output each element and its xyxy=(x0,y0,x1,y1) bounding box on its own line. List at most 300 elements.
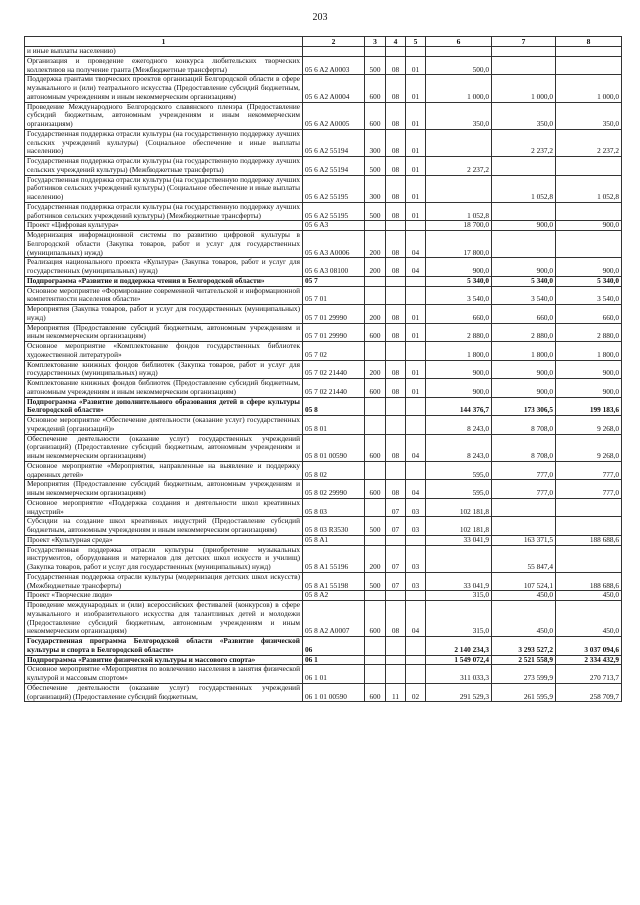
amount-year-3: 2 334 432,9 xyxy=(556,655,622,665)
subsection: 03 xyxy=(406,545,426,572)
budget-code: 05 6 A3 08100 xyxy=(303,258,365,277)
row-name: Проект «Культурная среда» xyxy=(25,535,303,545)
section: 07 xyxy=(386,572,406,591)
budget-code: 05 6 A2 55194 xyxy=(303,157,365,176)
amount-year-3 xyxy=(556,202,622,221)
row-name: Субсидии на создание школ креативных индустрий (Предоставление субсидий бюджетным, автономным учреждениям и иным некоммерческим организациям) xyxy=(25,517,303,536)
subsection: 01 xyxy=(406,175,426,202)
amount-year-1: 350,0 xyxy=(426,102,492,129)
subsection: 01 xyxy=(406,75,426,102)
amount-year-3: 258 709,7 xyxy=(556,683,622,702)
amount-year-3: 1 052,8 xyxy=(556,175,622,202)
expense-type xyxy=(365,637,386,656)
amount-year-2 xyxy=(492,157,556,176)
expense-type: 600 xyxy=(365,480,386,499)
table-row xyxy=(25,535,622,545)
budget-code: 05 6 A2 55195 xyxy=(303,175,365,202)
amount-year-3: 777,0 xyxy=(556,461,622,480)
budget-code: 05 8 03 xyxy=(303,498,365,517)
amount-year-3: 1 000,0 xyxy=(556,75,622,102)
budget-code xyxy=(303,47,365,57)
amount-year-2 xyxy=(492,498,556,517)
section: 08 xyxy=(386,480,406,499)
budget-code: 06 1 01 00590 xyxy=(303,683,365,702)
row-name: и иные выплаты населению) xyxy=(25,47,303,57)
row-name: Мероприятия (Закупка товаров, работ и услуг для государственных (муниципальных) нужд) xyxy=(25,305,303,324)
subsection: 01 xyxy=(406,157,426,176)
table-row xyxy=(25,129,622,156)
section: 08 xyxy=(386,157,406,176)
amount-year-3 xyxy=(556,498,622,517)
table-row xyxy=(25,175,622,202)
subsection xyxy=(406,461,426,480)
amount-year-3: 188 688,6 xyxy=(556,535,622,545)
amount-year-1: 2 140 234,3 xyxy=(426,637,492,656)
table-row xyxy=(25,461,622,480)
amount-year-1: 660,0 xyxy=(426,305,492,324)
amount-year-1: 2 880,0 xyxy=(426,323,492,342)
amount-year-1: 102 181,8 xyxy=(426,517,492,536)
amount-year-2: 777,0 xyxy=(492,461,556,480)
budget-code: 05 8 A2 xyxy=(303,591,365,601)
amount-year-1: 33 041,9 xyxy=(426,572,492,591)
row-name: Проведение международных и (или) всероссийских фестивалей (конкурсов) в сфере музыкального и изобразительного искусства для талантливых детей и молодежи (Предоставление субсидий бюджетным, автономным учреждениям и иным некоммерческим организациям) xyxy=(25,601,303,637)
amount-year-2: 163 371,5 xyxy=(492,535,556,545)
row-name: Основное мероприятие «Мероприятия, направленные на выявление и поддержку одаренных детей» xyxy=(25,461,303,480)
subsection xyxy=(406,416,426,435)
section xyxy=(386,535,406,545)
section xyxy=(386,221,406,231)
col-header-3: 3 xyxy=(365,37,386,47)
table-row xyxy=(25,323,622,342)
expense-type: 200 xyxy=(365,231,386,258)
amount-year-1: 3 540,0 xyxy=(426,286,492,305)
amount-year-3 xyxy=(556,56,622,75)
table-row xyxy=(25,75,622,102)
amount-year-2: 8 708,0 xyxy=(492,416,556,435)
amount-year-2: 450,0 xyxy=(492,601,556,637)
col-header-7: 7 xyxy=(492,37,556,47)
subsection xyxy=(406,535,426,545)
amount-year-2 xyxy=(492,202,556,221)
amount-year-1: 1 800,0 xyxy=(426,342,492,361)
budget-code: 05 6 A3 A0006 xyxy=(303,231,365,258)
row-name: Государственная поддержка отрасли культуры (на государственную поддержку лучших работников сельских учреждений культуры) (Социальное обеспечение и иные выплаты населению) xyxy=(25,175,303,202)
budget-code: 05 7 02 21440 xyxy=(303,360,365,379)
budget-code: 05 6 A2 A0003 xyxy=(303,56,365,75)
subsection xyxy=(406,342,426,361)
budget-code: 06 1 xyxy=(303,655,365,665)
amount-year-2: 1 800,0 xyxy=(492,342,556,361)
section xyxy=(386,397,406,416)
row-name: Основное мероприятие «Формирование современной читательской и информационной компетентности населения области» xyxy=(25,286,303,305)
amount-year-3: 900,0 xyxy=(556,360,622,379)
section: 08 xyxy=(386,129,406,156)
amount-year-1: 595,0 xyxy=(426,461,492,480)
budget-code: 05 8 A2 A0007 xyxy=(303,601,365,637)
expense-type xyxy=(365,221,386,231)
amount-year-2: 1 052,8 xyxy=(492,175,556,202)
amount-year-2 xyxy=(492,47,556,57)
amount-year-2: 450,0 xyxy=(492,591,556,601)
amount-year-1: 500,0 xyxy=(426,56,492,75)
amount-year-3: 777,0 xyxy=(556,480,622,499)
row-name: Государственная поддержка отрасли культуры (на государственную поддержку лучших работников сельских учреждений культуры) (Межбюджетные трансферты) xyxy=(25,202,303,221)
subsection: 01 xyxy=(406,102,426,129)
amount-year-2: 261 595,9 xyxy=(492,683,556,702)
subsection xyxy=(406,665,426,684)
section: 08 xyxy=(386,202,406,221)
row-name: Государственная поддержка отрасли культуры (модернизация детских школ искусств) (Межбюджетные трансферты) xyxy=(25,572,303,591)
amount-year-3 xyxy=(556,545,622,572)
amount-year-1: 1 052,8 xyxy=(426,202,492,221)
amount-year-2: 173 306,5 xyxy=(492,397,556,416)
subsection: 01 xyxy=(406,360,426,379)
subsection xyxy=(406,655,426,665)
section xyxy=(386,416,406,435)
row-name: Основное мероприятие «Поддержка создания и деятельности школ креативных индустрий» xyxy=(25,498,303,517)
amount-year-2: 55 847,4 xyxy=(492,545,556,572)
expense-type xyxy=(365,47,386,57)
expense-type: 500 xyxy=(365,517,386,536)
table-row xyxy=(25,397,622,416)
subsection xyxy=(406,47,426,57)
amount-year-2: 777,0 xyxy=(492,480,556,499)
expense-type xyxy=(365,461,386,480)
amount-year-3 xyxy=(556,157,622,176)
section: 11 xyxy=(386,683,406,702)
amount-year-1 xyxy=(426,545,492,572)
amount-year-2 xyxy=(492,231,556,258)
row-name: Проект «Цифровая культура» xyxy=(25,221,303,231)
amount-year-1: 2 237,2 xyxy=(426,157,492,176)
amount-year-3: 350,0 xyxy=(556,102,622,129)
row-name: Обеспечение деятельности (оказание услуг) государственных учреждений (организаций) (Предоставление субсидий бюджетным, автономным учреждениям и иным некоммерческим организациям) xyxy=(25,434,303,461)
section xyxy=(386,591,406,601)
amount-year-3 xyxy=(556,231,622,258)
amount-year-3: 900,0 xyxy=(556,258,622,277)
section: 08 xyxy=(386,305,406,324)
table-row xyxy=(25,157,622,176)
table-row xyxy=(25,498,622,517)
amount-year-2: 2 521 558,9 xyxy=(492,655,556,665)
expense-type: 200 xyxy=(365,360,386,379)
amount-year-3: 9 268,0 xyxy=(556,416,622,435)
section: 08 xyxy=(386,75,406,102)
amount-year-2: 900,0 xyxy=(492,360,556,379)
budget-code: 05 8 01 00590 xyxy=(303,434,365,461)
section xyxy=(386,637,406,656)
section xyxy=(386,655,406,665)
amount-year-2: 900,0 xyxy=(492,379,556,398)
amount-year-3: 199 183,6 xyxy=(556,397,622,416)
table-row xyxy=(25,231,622,258)
budget-code: 05 7 02 xyxy=(303,342,365,361)
subsection xyxy=(406,276,426,286)
expense-type xyxy=(365,498,386,517)
amount-year-2: 660,0 xyxy=(492,305,556,324)
section: 07 xyxy=(386,498,406,517)
section xyxy=(386,342,406,361)
expense-type: 200 xyxy=(365,305,386,324)
table-body xyxy=(25,47,622,702)
table-row xyxy=(25,517,622,536)
amount-year-1: 18 700,0 xyxy=(426,221,492,231)
col-header-2: 2 xyxy=(303,37,365,47)
header-row xyxy=(25,37,622,47)
row-name: Обеспечение деятельности (оказание услуг) государственных учреждений (организаций) (Предоставление субсидий бюджетным, xyxy=(25,683,303,702)
budget-code: 06 xyxy=(303,637,365,656)
section: 08 xyxy=(386,379,406,398)
col-header-8: 8 xyxy=(556,37,622,47)
budget-code: 05 7 01 29990 xyxy=(303,323,365,342)
expense-type: 500 xyxy=(365,157,386,176)
amount-year-2: 107 524,1 xyxy=(492,572,556,591)
section: 08 xyxy=(386,175,406,202)
row-name: Мероприятия (Предоставление субсидий бюджетным, автономным учреждениям и иным некоммерческим организациям) xyxy=(25,480,303,499)
expense-type: 500 xyxy=(365,572,386,591)
subsection: 03 xyxy=(406,572,426,591)
row-name: Реализация национального проекта «Культура» (Закупка товаров, работ и услуг для государственных (муниципальных) нужд) xyxy=(25,258,303,277)
expense-type: 300 xyxy=(365,175,386,202)
amount-year-1 xyxy=(426,47,492,57)
amount-year-2: 2 237,2 xyxy=(492,129,556,156)
budget-code: 05 7 01 29990 xyxy=(303,305,365,324)
table-row xyxy=(25,416,622,435)
amount-year-2: 350,0 xyxy=(492,102,556,129)
amount-year-3 xyxy=(556,47,622,57)
amount-year-3: 2 237,2 xyxy=(556,129,622,156)
amount-year-2 xyxy=(492,56,556,75)
section: 07 xyxy=(386,545,406,572)
section: 08 xyxy=(386,231,406,258)
amount-year-2: 1 000,0 xyxy=(492,75,556,102)
expense-type: 200 xyxy=(365,258,386,277)
amount-year-1: 1 000,0 xyxy=(426,75,492,102)
subsection xyxy=(406,286,426,305)
amount-year-3: 450,0 xyxy=(556,601,622,637)
budget-code: 05 8 xyxy=(303,397,365,416)
budget-code: 05 8 A1 xyxy=(303,535,365,545)
amount-year-2: 3 540,0 xyxy=(492,286,556,305)
amount-year-1: 8 243,0 xyxy=(426,416,492,435)
amount-year-1: 315,0 xyxy=(426,601,492,637)
table-row xyxy=(25,47,622,57)
expense-type xyxy=(365,655,386,665)
subsection: 03 xyxy=(406,498,426,517)
subsection: 01 xyxy=(406,202,426,221)
table-row xyxy=(25,258,622,277)
amount-year-3: 900,0 xyxy=(556,379,622,398)
subsection: 01 xyxy=(406,305,426,324)
section xyxy=(386,665,406,684)
budget-code: 05 8 02 29990 xyxy=(303,480,365,499)
amount-year-3: 270 713,7 xyxy=(556,665,622,684)
amount-year-1: 900,0 xyxy=(426,379,492,398)
expense-type xyxy=(365,535,386,545)
amount-year-1: 1 549 072,4 xyxy=(426,655,492,665)
row-name: Комплектование книжных фондов библиотек (Закупка товаров, работ и услуг для государственных (муниципальных) нужд) xyxy=(25,360,303,379)
table-row xyxy=(25,480,622,499)
table-row xyxy=(25,601,622,637)
table-row xyxy=(25,572,622,591)
page-number: 203 xyxy=(312,12,328,23)
subsection xyxy=(406,397,426,416)
budget-code: 05 8 A1 55196 xyxy=(303,545,365,572)
section xyxy=(386,47,406,57)
expense-type xyxy=(365,416,386,435)
expense-type: 200 xyxy=(365,545,386,572)
expense-type: 300 xyxy=(365,129,386,156)
col-header-4: 4 xyxy=(386,37,406,47)
subsection: 01 xyxy=(406,129,426,156)
table-row xyxy=(25,286,622,305)
col-header-1: 1 xyxy=(25,37,303,47)
table-row xyxy=(25,637,622,656)
expense-type: 500 xyxy=(365,56,386,75)
subsection xyxy=(406,637,426,656)
amount-year-1: 291 529,3 xyxy=(426,683,492,702)
expense-type: 600 xyxy=(365,379,386,398)
section: 08 xyxy=(386,258,406,277)
row-name: Проведение Международного Белгородского славянского пленэра (Предоставление субсидий бюджетным, автономным учреждениям и иным некоммерческим организациям) xyxy=(25,102,303,129)
budget-code: 05 6 A2 55194 xyxy=(303,129,365,156)
row-name: Подпрограмма «Развитие дополнительного образования детей в сфере культуры Белгородской области» xyxy=(25,397,303,416)
budget-code: 05 6 A3 xyxy=(303,221,365,231)
col-header-6: 6 xyxy=(426,37,492,47)
row-name: Мероприятия (Предоставление субсидий бюджетным, автономным учреждениям и иным некоммерческим организациям) xyxy=(25,323,303,342)
col-header-5: 5 xyxy=(406,37,426,47)
subsection: 04 xyxy=(406,434,426,461)
table-row xyxy=(25,102,622,129)
budget-code: 05 7 01 xyxy=(303,286,365,305)
section: 08 xyxy=(386,434,406,461)
amount-year-1: 17 800,0 xyxy=(426,231,492,258)
amount-year-2: 2 880,0 xyxy=(492,323,556,342)
section: 08 xyxy=(386,56,406,75)
row-name: Основное мероприятие «Комплектование фондов государственных библиотек художественной литературой» xyxy=(25,342,303,361)
subsection xyxy=(406,591,426,601)
expense-type xyxy=(365,276,386,286)
budget-table xyxy=(24,36,622,702)
budget-code: 05 8 02 xyxy=(303,461,365,480)
amount-year-2: 3 293 527,2 xyxy=(492,637,556,656)
subsection: 04 xyxy=(406,231,426,258)
section xyxy=(386,461,406,480)
amount-year-3 xyxy=(556,517,622,536)
expense-type xyxy=(365,397,386,416)
subsection: 04 xyxy=(406,258,426,277)
amount-year-1: 595,0 xyxy=(426,480,492,499)
budget-code: 06 1 01 xyxy=(303,665,365,684)
table-row xyxy=(25,360,622,379)
budget-code: 05 6 A2 A0005 xyxy=(303,102,365,129)
amount-year-1: 5 340,0 xyxy=(426,276,492,286)
row-name: Государственная поддержка отрасли культуры (на государственную поддержку лучших сельских учреждений культуры) (Социальное обеспечение и иные выплаты населению) xyxy=(25,129,303,156)
amount-year-1 xyxy=(426,129,492,156)
table-row xyxy=(25,683,622,702)
amount-year-3: 9 268,0 xyxy=(556,434,622,461)
table-row xyxy=(25,545,622,572)
amount-year-1: 102 181,8 xyxy=(426,498,492,517)
amount-year-1 xyxy=(426,175,492,202)
table-row xyxy=(25,276,622,286)
subsection: 04 xyxy=(406,601,426,637)
budget-code: 05 8 01 xyxy=(303,416,365,435)
expense-type xyxy=(365,342,386,361)
expense-type: 600 xyxy=(365,102,386,129)
subsection: 02 xyxy=(406,683,426,702)
amount-year-2: 5 340,0 xyxy=(492,276,556,286)
expense-type: 600 xyxy=(365,323,386,342)
amount-year-2: 900,0 xyxy=(492,258,556,277)
amount-year-3: 188 688,6 xyxy=(556,572,622,591)
expense-type xyxy=(365,286,386,305)
table-row xyxy=(25,56,622,75)
table-row xyxy=(25,202,622,221)
row-name: Государственная поддержка отрасли культуры (приобретение музыкальных инструментов, оборудования и материалов для детских школ искусств и училищ) (Закупка товаров, работ и услуг для государственных (муниципальных) нужд) xyxy=(25,545,303,572)
subsection xyxy=(406,221,426,231)
budget-code: 05 8 A1 55198 xyxy=(303,572,365,591)
amount-year-3: 3 037 094,6 xyxy=(556,637,622,656)
amount-year-1: 900,0 xyxy=(426,258,492,277)
budget-code: 05 6 A2 A0004 xyxy=(303,75,365,102)
row-name: Поддержка грантами творческих проектов организаций Белгородской области в сфере музыкального и (или) театрального искусства (Предоставление субсидий бюджетным, автономным учреждениям и иным некоммерческим организациям) xyxy=(25,75,303,102)
expense-type xyxy=(365,591,386,601)
amount-year-1: 900,0 xyxy=(426,360,492,379)
amount-year-3: 5 340,0 xyxy=(556,276,622,286)
table-row xyxy=(25,434,622,461)
amount-year-3: 3 540,0 xyxy=(556,286,622,305)
amount-year-1: 315,0 xyxy=(426,591,492,601)
amount-year-2: 273 599,9 xyxy=(492,665,556,684)
amount-year-3: 2 880,0 xyxy=(556,323,622,342)
amount-year-1: 311 033,3 xyxy=(426,665,492,684)
amount-year-1: 144 376,7 xyxy=(426,397,492,416)
amount-year-2 xyxy=(492,517,556,536)
amount-year-3: 900,0 xyxy=(556,221,622,231)
table-row xyxy=(25,342,622,361)
expense-type: 600 xyxy=(365,434,386,461)
amount-year-1: 33 041,9 xyxy=(426,535,492,545)
amount-year-1: 8 243,0 xyxy=(426,434,492,461)
row-name: Основное мероприятие «Мероприятия по вовлечению населения в занятия физической культурой и массовым спортом» xyxy=(25,665,303,684)
subsection: 04 xyxy=(406,480,426,499)
row-name: Модернизация информационной системы по развитию цифровой культуры в Белгородской области (Закупка товаров, работ и услуг для государственных (муниципальных) нужд) xyxy=(25,231,303,258)
subsection: 01 xyxy=(406,323,426,342)
section: 08 xyxy=(386,360,406,379)
row-name: Основное мероприятие «Обеспечение деятельности (оказание услуг) государственных учреждений (организаций)» xyxy=(25,416,303,435)
expense-type: 500 xyxy=(365,202,386,221)
budget-code: 05 6 A2 55195 xyxy=(303,202,365,221)
table-row xyxy=(25,305,622,324)
row-name: Государственная поддержка отрасли культуры (на государственную поддержку лучших сельских учреждений культуры) (Межбюджетные трансферты) xyxy=(25,157,303,176)
expense-type: 600 xyxy=(365,683,386,702)
section xyxy=(386,276,406,286)
row-name: Государственная программа Белгородской области «Развитие физической культуры и спорта в Белгородской области» xyxy=(25,637,303,656)
row-name: Подпрограмма «Развитие и поддержка чтения в Белгородской области» xyxy=(25,276,303,286)
subsection: 01 xyxy=(406,56,426,75)
table-row xyxy=(25,665,622,684)
section: 08 xyxy=(386,102,406,129)
row-name: Комплектование книжных фондов библиотек (Предоставление субсидий бюджетным, автономным учреждениям и иным некоммерческим организациям) xyxy=(25,379,303,398)
section: 08 xyxy=(386,323,406,342)
expense-type xyxy=(365,665,386,684)
expense-type: 600 xyxy=(365,75,386,102)
amount-year-2: 900,0 xyxy=(492,221,556,231)
subsection: 01 xyxy=(406,379,426,398)
budget-code: 05 7 02 21440 xyxy=(303,379,365,398)
